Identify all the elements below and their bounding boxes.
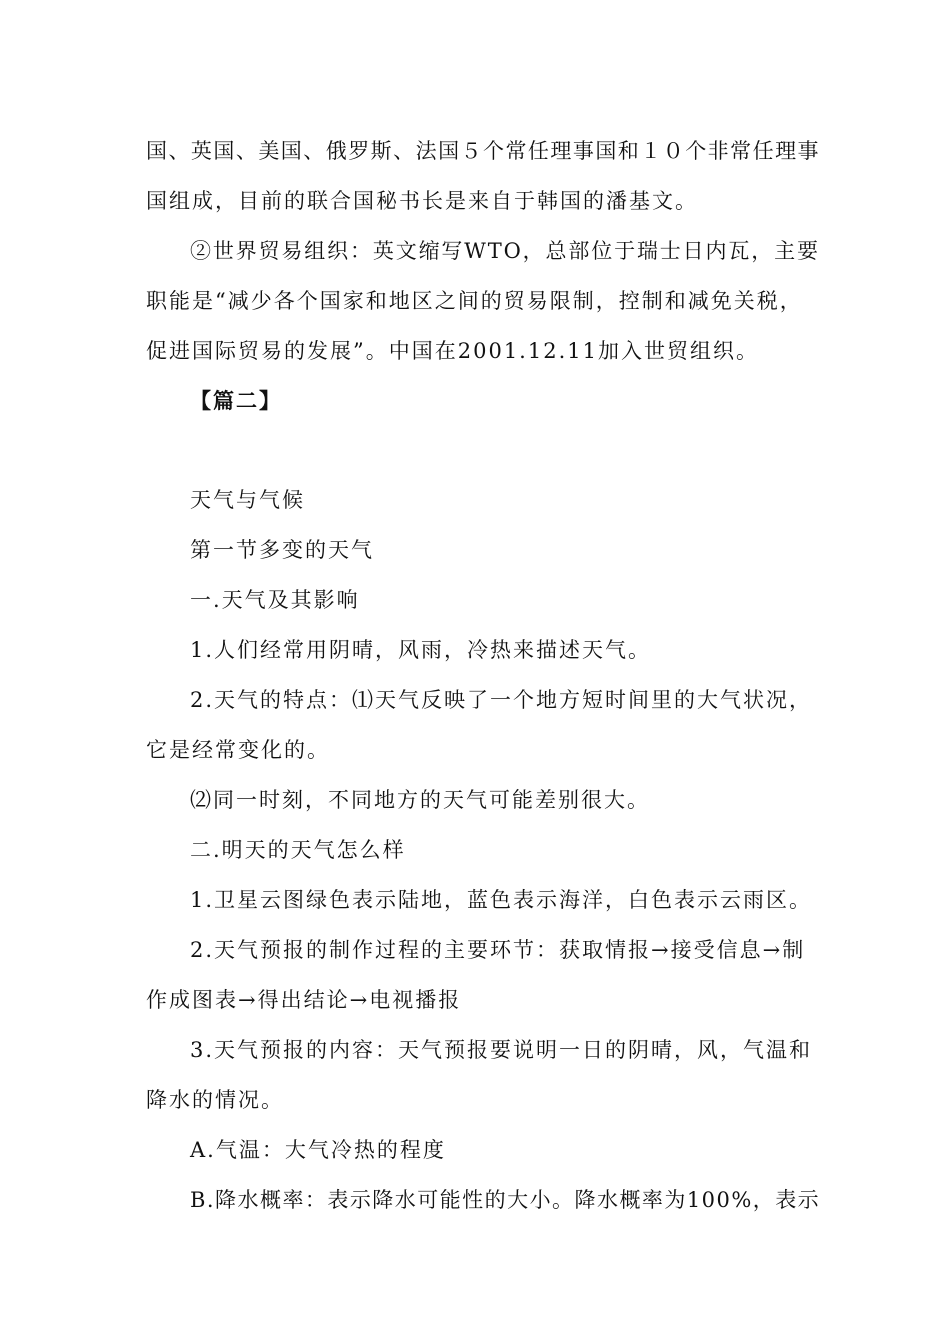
section-heading: 【篇二】 — [190, 388, 282, 413]
section-title: 第一节多变的天气 — [190, 538, 374, 562]
text-line: 它是经常变化的。 — [146, 738, 330, 762]
text-line: 2.天气预报的制作过程的主要环节：获取情报→接受信息→制 — [190, 938, 806, 962]
text-line: 降水的情况。 — [146, 1088, 284, 1112]
text-line: ⑵同一时刻，不同地方的天气可能差别很大。 — [190, 788, 650, 812]
text-line: 3.天气预报的内容：天气预报要说明一日的阴晴，风，气温和 — [190, 1038, 813, 1062]
text-line: 2.天气的特点：⑴天气反映了一个地方短时间里的大气状况， — [190, 688, 813, 712]
text-line: ②世界贸易组织：英文缩写WTO，总部位于瑞士日内瓦，主要 — [190, 239, 820, 263]
text-line: 作成图表→得出结论→电视播报 — [146, 988, 462, 1012]
text-line: 1.卫星云图绿色表示陆地，蓝色表示海洋，白色表示云雨区。 — [190, 888, 813, 912]
subsection-title: 二.明天的天气怎么样 — [190, 838, 406, 862]
text-line: A.气温：大气冷热的程度 — [190, 1138, 446, 1162]
subsection-title: 一.天气及其影响 — [190, 588, 360, 612]
text-line: 1.人们经常用阴晴，风雨，冷热来描述天气。 — [190, 638, 652, 662]
chapter-title: 天气与气候 — [190, 488, 305, 512]
text-line: 国组成，目前的联合国秘书长是来自于韩国的潘基文。 — [146, 189, 698, 213]
text-line: 职能是“减少各个国家和地区之间的贸易限制，控制和减免关税， — [146, 289, 803, 313]
text-line: B.降水概率：表示降水可能性的大小。降水概率为100%，表示 — [190, 1188, 821, 1212]
text-line: 国、英国、美国、俄罗斯、法国５个常任理事国和１０个非常任理事 — [146, 139, 820, 163]
text-line: 促进国际贸易的发展”。中国在2001.12.11加入世贸组织。 — [146, 339, 759, 363]
